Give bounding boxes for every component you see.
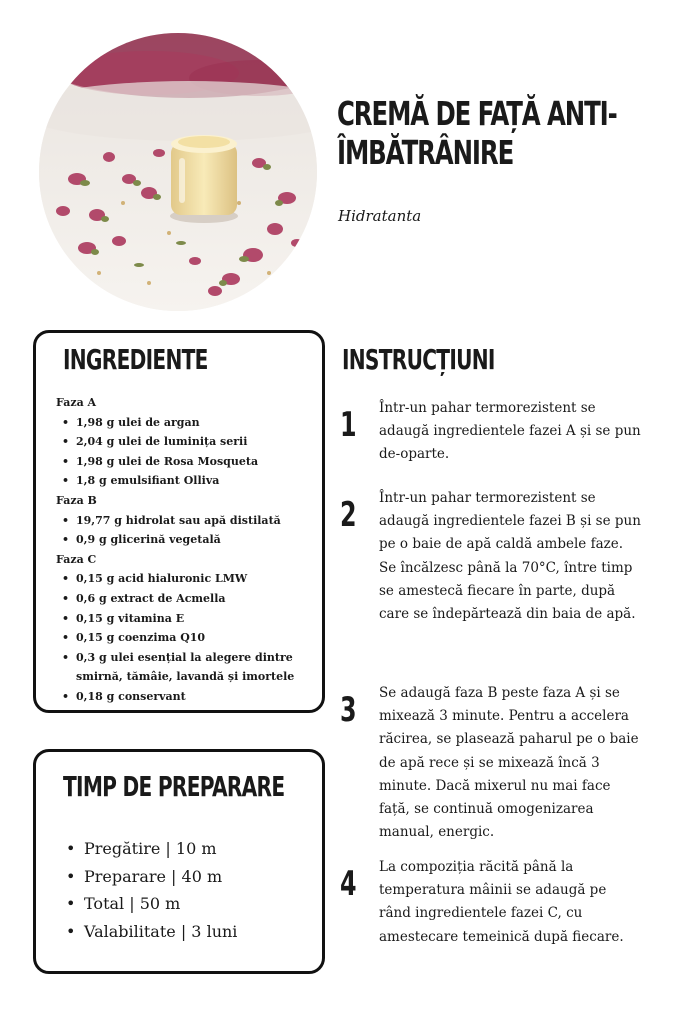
- list-item: • 1,8 g emulsifiant Olliva: [56, 471, 318, 491]
- list-item: • 0,15 g coenzima Q10: [56, 628, 318, 648]
- ingredients-list: [56, 393, 318, 707]
- list-item: • 0,9 g glicerină vegetală: [56, 530, 318, 550]
- list-item: • 19,77 g hidrolat sau apă distilată: [56, 511, 318, 531]
- phase-label: Faza B: [56, 493, 97, 507]
- step-number: 2: [340, 495, 357, 535]
- prep-time-heading: TIMP DE PREPARARE: [63, 770, 285, 803]
- list-item: • 0,6 g extract de Acmella: [56, 589, 318, 609]
- step-number: 3: [340, 690, 357, 730]
- list-item: • Valabilitate | 3 luni: [62, 918, 237, 946]
- ingredients-card: [33, 330, 325, 713]
- list-item: • 0,15 g vitamina E: [56, 609, 318, 629]
- subtitle: Hidratanta: [338, 207, 422, 225]
- instructions-heading: INSTRUCȚIUNI: [342, 343, 495, 376]
- phase-c-list: [56, 569, 318, 706]
- list-item: • 0,15 g acid hialuronic LMW: [56, 569, 318, 589]
- product-photo: [39, 33, 317, 311]
- prep-time-card: [33, 749, 325, 974]
- step-number: 1: [340, 405, 357, 445]
- phase-b-list: [56, 511, 318, 550]
- phase-label: Faza C: [56, 552, 97, 566]
- list-item: • 2,04 g ulei de luminița serii: [56, 432, 318, 452]
- cream-jar-rosebuds-image: [39, 33, 317, 311]
- list-item: • Pregătire | 10 m: [62, 835, 237, 863]
- list-item: • Total | 50 m: [62, 890, 237, 918]
- page-title: [337, 94, 617, 172]
- step-text: Într-un pahar termorezistent se adaugă ingredientele fazei B și se pun pe o baie de apă caldă ambele faze. Se încălzesc până la 70°C, între timp se amestecă fiecare în parte, după care se îndepărtează din baia de apă.: [379, 490, 641, 623]
- step-text: La compoziția răcită până la temperatura mâinii se adaugă pe rând ingredientele fazei C, cu amestecare temeinică după fiecare.: [379, 859, 624, 945]
- title-line-1: CREMĂ DE FAȚĂ ANTI-: [337, 94, 617, 133]
- step-text: Se adaugă faza B peste faza A și se mixează 3 minute. Pentru a accelera răcirea, se plasează paharul pe o baie de apă rece și se mixează încă 3 minute. Dacă mixerul nu mai face față, se continuă omogenizarea manual, energic.: [379, 685, 639, 841]
- list-item: • Preparare | 40 m: [62, 863, 237, 891]
- list-item: • 0,18 g conservant: [56, 687, 318, 707]
- list-item: • 0,3 g ulei esențial la alegere dintre smirnă, tămâie, lavandă și imortele: [56, 648, 318, 687]
- step-text: Într-un pahar termorezistent se adaugă ingredientele fazei A și se pun de-oparte.: [379, 400, 641, 463]
- title-line-2: ÎMBĂTRÂNIRE: [337, 133, 514, 172]
- prep-time-list: [62, 835, 237, 945]
- list-item: • 1,98 g ulei de argan: [56, 413, 318, 433]
- step-number: 4: [340, 864, 357, 904]
- ingredients-heading: INGREDIENTE: [63, 343, 208, 376]
- phase-label: Faza A: [56, 396, 97, 409]
- list-item: • 1,98 g ulei de Rosa Mosqueta: [56, 452, 318, 472]
- phase-a-list: [56, 413, 318, 491]
